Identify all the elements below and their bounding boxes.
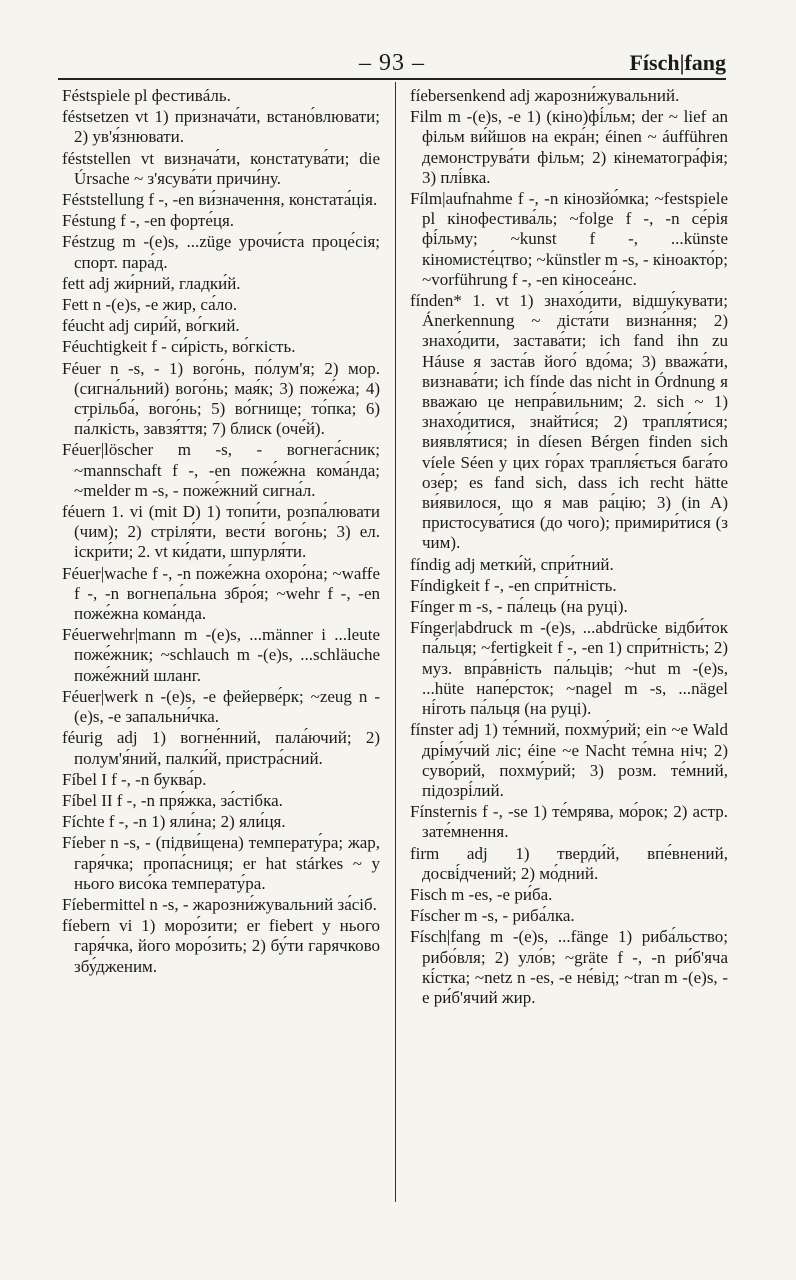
dictionary-entry: Fílm|aufnahme f -, -n кінозйо́мка; ~festspiele pl кінофестива́ль; ~folge f -, -n се́рія фі́льму; ~kunst f -, ...künste кіномисте́цтво; ~künstler m -s, - кіноакто́р; ~vorführung f -, -en кіносеа́нс. xyxy=(410,189,729,289)
dictionary-entry: Fínsternis f -, -se 1) те́мрява, мо́рок; 2) астр. зате́мнення. xyxy=(410,802,728,842)
dictionary-entry: Film m -(e)s, -e 1) (кіно)фі́льм; der ~ lief an фільм ви́йшов на екра́н; éinen ~ áufführen демонструва́ти фільм; 2) кінематогра́фія; 3) плі́вка. xyxy=(410,107,728,187)
dictionary-entry: Fíndigkeit f -, -en спри́тність. xyxy=(410,575,617,595)
column-divider xyxy=(395,82,396,1202)
dictionary-entry: Fínger m -s, - па́лець (на руці). xyxy=(410,597,628,617)
dictionary-entry: Fett n -(e)s, -e жир, са́ло. xyxy=(62,295,238,315)
dictionary-entry: féucht adj сири́й, во́гкий. xyxy=(62,316,240,336)
dictionary-entry: Féuchtigkeit f - си́рість, во́гкість. xyxy=(62,337,296,357)
left-column xyxy=(62,86,380,978)
dictionary-entry: Féuer|werk n -(e)s, -e фейерве́рк; ~zeug n -(e)s, -e запальни́чка. xyxy=(62,686,380,727)
dictionary-entry: fínden* 1. vt 1) знахо́дити, відшу́кувати; Ánerkennung ~ діста́ти визна́ння; 2) знахо́дити, застава́ти; ich fand ihn zu Háuse я заста́в його́ вдо́ма; 3) вважа́ти, визнава́ти; ich fínde das nicht in Órdnung я вважаю це непра́вильним; 2. sich ~ 1) знахо́дитися, знайти́ся; 2) трапля́тися; виявля́тися; in díesen Bérgen finden sich víele Séen у цих го́рах трапля́ється бага́то озе́р; es fand sich, dass ich recht hätte ви́явилося, що я мав ра́цію; 3) (in A) пристосува́тися (до чого); примири́тися (з чим). xyxy=(410,291,728,553)
dictionary-entry: Féststellung f -, -en ви́значення, констата́ція. xyxy=(62,190,378,210)
page-header xyxy=(58,48,726,80)
dictionary-entry: fett adj жи́рний, гладки́й. xyxy=(62,273,241,293)
dictionary-entry: féurig adj 1) вогне́нний, пала́ючий; 2) полум'я́ний, палки́й, пристра́сний. xyxy=(62,728,380,768)
dictionary-entry: Féstung f -, -en форте́ця. xyxy=(62,211,235,231)
dictionary-entry: fínster adj 1) те́мний, похму́рий; ein ~e Wald дрі́му́чий ліс; éine ~e Nacht те́мна ніч; 2) суво́рий, похму́рий; 3) розм. те́мний, підозрі́лий. xyxy=(410,720,728,800)
dictionary-entry: firm adj 1) тверди́й, впе́внений, досві́дчений; 2) мо́дний. xyxy=(410,843,728,883)
dictionary-entry: Físcher m -s, - риба́лка. xyxy=(410,906,575,926)
dictionary-entry: Fisch m -es, -e ри́ба. xyxy=(410,884,553,904)
dictionary-entry: Fínger|abdruck m -(e)s, ...abdrücke відби́ток па́льця; ~fertigkeit f -, -en 1) спри́тність; 2) муз. впра́вність па́льців; ~hut m -(e)s, ...hüte напе́рсток; ~nagel m -s, ...nägel ні́готь па́льця (на руці). xyxy=(410,618,728,719)
page-number: – 93 – xyxy=(359,50,425,76)
dictionary-entry: Féuer|wache f -, -n поже́жна охоро́на; ~waffe f -, -n вогнепа́льна збро́я; ~wehr f -, -en поже́жна кома́нда. xyxy=(62,563,380,624)
dictionary-entry: féstsetzen vt 1) признача́ти, встано́влювати; 2) ув'я́знювати. xyxy=(62,107,380,147)
running-head: Físch|fang xyxy=(629,50,726,75)
dictionary-entry: Fíeber n -s, - (підви́щена) температу́ра; жар, гаря́чка; пропа́сниця; er hat stárkes ~ у нього висо́ка температу́ра. xyxy=(62,833,380,893)
dictionary-entry: Féuer n -s, - 1) вого́нь, по́лум'я; 2) мор. (сигна́льний) вого́нь; мая́к; 3) поже́жа; 4) стрільба́, вого́нь; 5) во́гнище; то́пка; 6) па́лкість, завзя́ття; 7) блиск (оче́й). xyxy=(62,358,380,439)
dictionary-entry: féststellen vt визнача́ти, констатува́ти; die Úrsache ~ з'ясува́ти причи́ну. xyxy=(62,148,380,188)
dictionary-entry: Fíbel I f -, -n буква́р. xyxy=(62,769,207,789)
dictionary-entry: fíndig adj метки́й, спри́тний. xyxy=(410,554,614,574)
dictionary-entry: Féstzug m -(e)s, ...züge урочи́ста проце́сія; спорт. пара́д. xyxy=(62,232,380,272)
dictionary-entry: fíebern vi 1) моро́зити; er fiebert у нього гаря́чка, його моро́зить; 2) бу́ти гарячково збу́дженим. xyxy=(62,916,380,976)
dictionary-entry: Féstspiele pl фестивáль. xyxy=(62,86,231,105)
dictionary-entry: Fíbel II f -, -n пря́жка, за́стібка. xyxy=(62,790,283,810)
dictionary-entry: féuern 1. vi (mit D) 1) топи́ти, розпа́лювати (чим); 2) стріля́ти, вести́ вого́нь; 3) ел. іскри́ти; 2. vt ки́дати, шпурля́ти. xyxy=(62,502,380,562)
dictionary-entry: Fíchte f -, -n 1) яли́на; 2) яли́ця. xyxy=(62,812,286,832)
right-column xyxy=(410,86,728,1009)
dictionary-entry: Féuer|löscher m -s, - вогнега́сник; ~mannschaft f -, -en поже́жна кома́нда; ~melder m -s, - поже́жний сигна́л. xyxy=(62,440,380,500)
dictionary-entry: Físch|fang m -(e)s, ...fänge 1) риба́льство; рибо́вля; 2) уло́в; ~gräte f -, -n ри́б'яча кі́стка; ~netz n -es, -e не́від; ~tran m -(e)s, -e ри́б'ячий жир. xyxy=(410,927,728,1007)
dictionary-entry: Fíebermittel n -s, - жарозни́жувальний за́сіб. xyxy=(62,894,377,914)
dictionary-entry: Féuerwehr|mann m -(e)s, ...männer i ...leute поже́жник; ~schlauch m -(e)s, ...schläuche поже́жний шланг. xyxy=(62,625,380,685)
dictionary-entry: fíebersenkend adj жарозни́жувальний. xyxy=(410,86,680,105)
